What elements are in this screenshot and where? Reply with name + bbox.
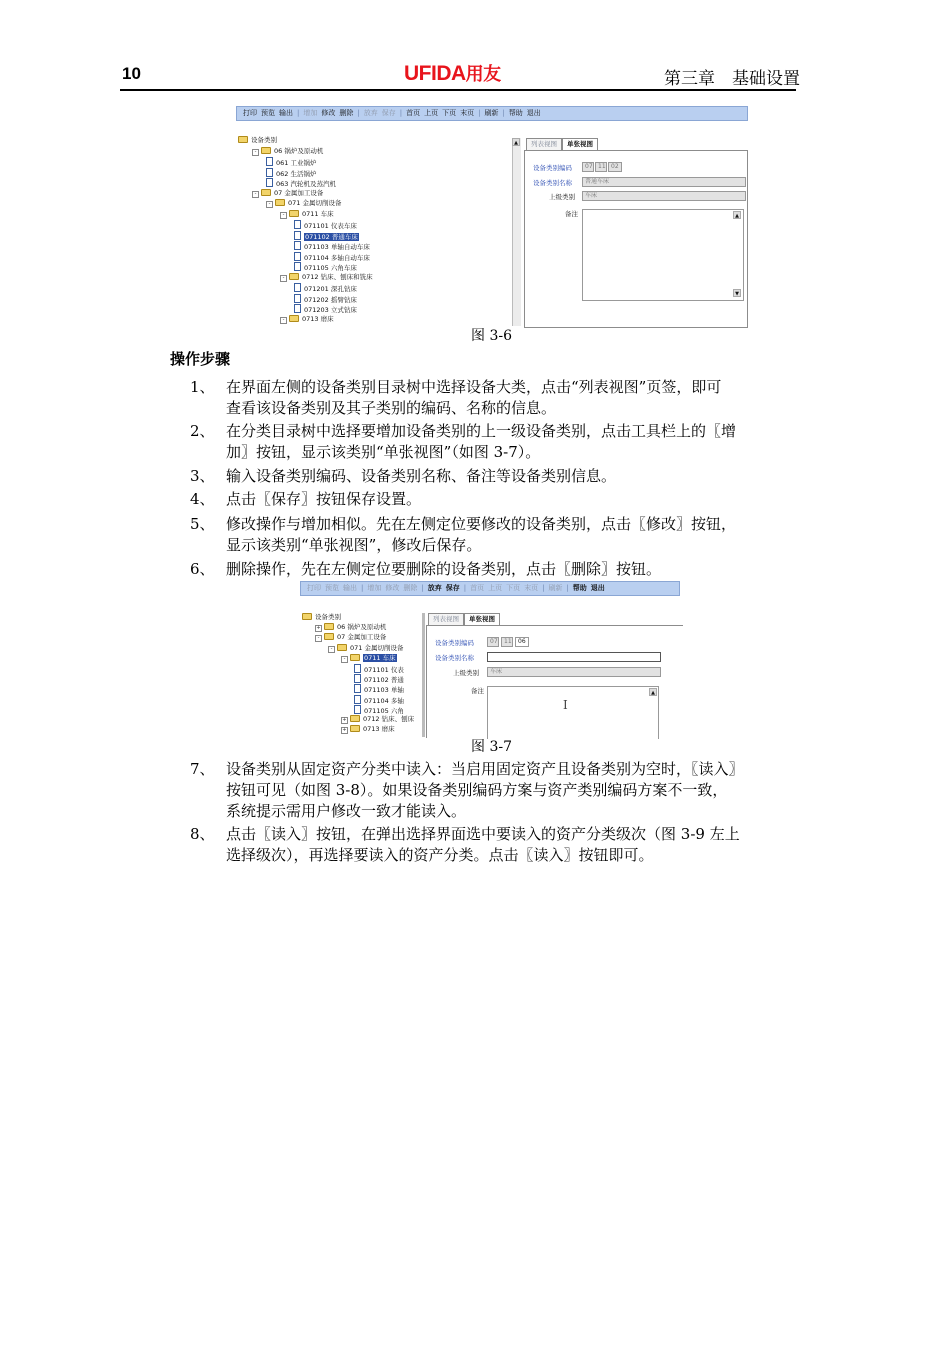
folder-open-icon bbox=[289, 315, 299, 322]
doc-icon bbox=[266, 178, 273, 187]
tree-node-label: 0711 车床 bbox=[364, 653, 396, 662]
header-rule bbox=[120, 89, 796, 91]
view-tabs bbox=[526, 138, 598, 150]
step-number: 6、 bbox=[190, 560, 215, 578]
toolbar-separator: | bbox=[421, 584, 424, 592]
ufida-logo bbox=[404, 60, 501, 86]
toolbar-button[interactable]: 输出 bbox=[279, 109, 293, 117]
toolbar-separator: | bbox=[478, 109, 481, 117]
folder-icon bbox=[350, 725, 360, 732]
tree-node-label: 071101 仪表 bbox=[364, 666, 404, 674]
tree-node-label: 071203 立式钻床 bbox=[304, 306, 357, 314]
parent-label: 上级类别 bbox=[549, 193, 575, 201]
code-part-1: 07 bbox=[487, 637, 499, 647]
step-number: 8、 bbox=[190, 825, 215, 843]
tree-node-label: 071105 六角 bbox=[364, 706, 404, 715]
tree-node[interactable] bbox=[294, 231, 359, 240]
step-number: 5、 bbox=[190, 515, 215, 533]
step-text bbox=[226, 421, 798, 463]
collapse-icon[interactable]: - bbox=[252, 191, 259, 198]
code-label: 设备类别编码 bbox=[435, 639, 474, 647]
note-scroll-up-icon[interactable]: ▲ bbox=[649, 688, 657, 696]
tree-node[interactable] bbox=[266, 178, 336, 187]
toolbar-button[interactable]: 打印 bbox=[307, 584, 321, 592]
collapse-icon[interactable]: - bbox=[315, 635, 322, 642]
toolbar-button[interactable]: 增加 bbox=[303, 109, 318, 117]
step-line: 查看该设备类别及其子类别的编码、名称的信息。 bbox=[226, 399, 557, 417]
collapse-icon[interactable]: - bbox=[252, 149, 259, 156]
tree-node-label: 07 金属加工设备 bbox=[337, 633, 387, 642]
tree-node-label: 071104 多轴 bbox=[364, 696, 404, 705]
doc-icon bbox=[266, 168, 273, 177]
step-number: 2、 bbox=[190, 422, 215, 440]
collapse-icon[interactable]: - bbox=[266, 201, 273, 208]
tree-node[interactable] bbox=[280, 210, 334, 219]
step-line: 选择级次），再选择要读入的资产分类。点击〖读入〗按钮即可。 bbox=[226, 846, 654, 864]
doc-icon bbox=[354, 664, 361, 673]
toolbar-button[interactable]: 保存 bbox=[445, 584, 460, 592]
collapse-icon[interactable]: - bbox=[341, 656, 348, 663]
tree-node-label: 071 金属切削设备 bbox=[288, 199, 342, 207]
toolbar-button[interactable]: 放弃 bbox=[427, 584, 442, 592]
tree-node[interactable] bbox=[328, 644, 403, 653]
tree-node[interactable] bbox=[315, 623, 386, 632]
code-part-1: 07 bbox=[582, 162, 594, 172]
page-number: 10 bbox=[122, 64, 141, 83]
folder-open-icon bbox=[350, 654, 360, 661]
toolbar-button[interactable]: 帮助 bbox=[508, 109, 523, 117]
folder-open-icon bbox=[302, 613, 312, 620]
toolbar-button[interactable]: 预览 bbox=[325, 584, 339, 592]
tree-node[interactable] bbox=[252, 147, 323, 156]
toolbar-button[interactable]: 刷新 bbox=[484, 109, 499, 117]
tree-node-label: 设备类别 bbox=[251, 136, 277, 144]
collapse-icon[interactable]: - bbox=[280, 275, 287, 282]
toolbar-button[interactable]: 上页 bbox=[488, 584, 503, 592]
tree-node-label: 071101 仪表车床 bbox=[304, 222, 357, 230]
doc-icon bbox=[294, 262, 301, 271]
tree-node-label: 071102 普通车床 bbox=[305, 232, 358, 241]
code-part-2: 11 bbox=[595, 162, 607, 172]
name-label: 设备类别名称 bbox=[435, 654, 474, 662]
expand-icon[interactable]: + bbox=[342, 717, 347, 723]
tree-node-label: 0713 磨床 bbox=[363, 725, 395, 734]
step-text bbox=[226, 559, 798, 580]
step-number: 4、 bbox=[190, 490, 215, 508]
tab-list-view[interactable]: 列表视图 bbox=[526, 138, 562, 150]
doc-icon bbox=[354, 674, 361, 683]
code-label: 设备类别编码 bbox=[533, 164, 572, 172]
section-title: 操作步骤 bbox=[170, 350, 231, 368]
parent-field: 车床 bbox=[487, 667, 661, 677]
tree-node[interactable] bbox=[354, 684, 404, 693]
tree-node-label: 071 金属切削设备 bbox=[350, 643, 404, 652]
tree-node[interactable] bbox=[294, 304, 357, 313]
tree-node[interactable] bbox=[294, 262, 357, 271]
doc-icon bbox=[294, 231, 301, 240]
folder-open-icon bbox=[275, 199, 285, 206]
step-number: 3、 bbox=[190, 467, 215, 485]
expand-icon[interactable]: + bbox=[342, 727, 347, 734]
doc-icon bbox=[294, 241, 301, 250]
folder-open-icon bbox=[324, 633, 334, 640]
tree-node[interactable] bbox=[341, 654, 397, 663]
tab-single-view[interactable]: 单张视图 bbox=[464, 613, 500, 625]
toolbar-button[interactable]: 修改 bbox=[321, 109, 336, 117]
toolbar-button[interactable]: 退出 bbox=[590, 584, 605, 592]
doc-icon bbox=[354, 684, 361, 693]
form-panel bbox=[426, 625, 683, 738]
note-label: 备注 bbox=[565, 210, 578, 218]
toolbar-separator: | bbox=[399, 109, 403, 117]
tree-node[interactable] bbox=[315, 633, 386, 642]
tree-node[interactable] bbox=[280, 273, 373, 282]
step-text bbox=[226, 514, 798, 556]
step-text bbox=[226, 824, 798, 866]
tree-node-label: 0712 钻床、刨床和铣床 bbox=[302, 272, 373, 281]
tree-node-label: 071103 单轴 bbox=[364, 686, 404, 695]
tree-node-label: 061 工业锅炉 bbox=[276, 159, 317, 167]
toolbar-button[interactable]: 输出 bbox=[343, 584, 357, 592]
category-tree bbox=[236, 136, 516, 326]
note-scroll-up-icon[interactable]: ▲ bbox=[733, 211, 741, 219]
toolbar-button[interactable]: 末页 bbox=[460, 109, 475, 117]
name-field[interactable]: 普通车床 bbox=[582, 177, 746, 187]
toolbar-separator: | bbox=[297, 109, 300, 117]
toolbar-separator: | bbox=[502, 109, 505, 117]
tree-node[interactable] bbox=[266, 157, 316, 166]
step-line: 按钮可见（如图 3-8）。如果设备类别编码方案与资产类别编码方案不一致， bbox=[226, 781, 728, 799]
step-line: 显示该类别“单张视图”，修改后保存。 bbox=[226, 536, 482, 554]
toolbar-button[interactable]: 下页 bbox=[506, 584, 521, 592]
step-line: 输入设备类别编码、设备类别名称、备注等设备类别信息。 bbox=[226, 467, 617, 485]
toolbar-button[interactable]: 刷新 bbox=[548, 584, 563, 592]
figure-3-6 bbox=[236, 106, 748, 326]
step-number: 7、 bbox=[190, 760, 215, 778]
step-text bbox=[226, 489, 798, 510]
toolbar-separator: | bbox=[361, 584, 364, 592]
toolbar-button[interactable]: 帮助 bbox=[572, 584, 587, 592]
figure-caption-3-6: 图 3-6 bbox=[471, 328, 512, 344]
note-textarea[interactable] bbox=[582, 209, 744, 301]
tree-node-label: 071202 摇臂钻床 bbox=[304, 295, 357, 304]
tree-node-label: 063 汽轮机及蒸汽机 bbox=[276, 180, 336, 188]
doc-icon bbox=[354, 705, 361, 714]
tree-node[interactable] bbox=[302, 613, 341, 622]
doc-icon bbox=[294, 283, 301, 292]
tab-single-view[interactable]: 单张视图 bbox=[562, 138, 598, 150]
name-field[interactable] bbox=[487, 652, 661, 662]
step-text bbox=[226, 377, 798, 419]
toolbar-button[interactable]: 末页 bbox=[524, 584, 539, 592]
toolbar-button[interactable]: 保存 bbox=[381, 109, 396, 117]
step-line: 设备类别从固定资产分类中读入：当启用固定资产且设备类别为空时，〖读入〗 bbox=[226, 760, 744, 778]
folder-open-icon bbox=[261, 147, 271, 154]
tree-node-label: 071103 单轴自动车床 bbox=[304, 243, 370, 251]
tree-scrollbar[interactable] bbox=[512, 138, 521, 326]
step-text bbox=[226, 759, 798, 822]
tree-node[interactable] bbox=[354, 664, 404, 673]
toolbar-button[interactable]: 预览 bbox=[261, 109, 275, 117]
folder-icon bbox=[350, 715, 360, 722]
tree-node[interactable] bbox=[294, 294, 357, 303]
folder-open-icon bbox=[238, 136, 248, 143]
tab-list-view[interactable]: 列表视图 bbox=[428, 613, 464, 625]
folder-icon bbox=[324, 623, 334, 630]
text-cursor-icon: I bbox=[563, 698, 568, 712]
toolbar-button[interactable]: 打印 bbox=[243, 109, 257, 117]
step-line: 删除操作，先在左侧定位要删除的设备类别，点击〖删除〗按钮。 bbox=[226, 560, 662, 578]
step-line: 修改操作与增加相似。先在左侧定位要修改的设备类别，点击〖修改〗按钮， bbox=[226, 515, 737, 533]
step-number: 1、 bbox=[190, 378, 215, 396]
step-line: 在界面左侧的设备类别目录树中选择设备大类，点击“列表视图”页签，即可 bbox=[226, 378, 722, 396]
tree-node[interactable] bbox=[266, 168, 316, 177]
scroll-up-icon[interactable]: ▲ bbox=[512, 138, 520, 146]
toolbar-button[interactable]: 修改 bbox=[385, 584, 400, 592]
toolbar-separator: | bbox=[463, 584, 467, 592]
toolbar-button[interactable]: 删除 bbox=[339, 109, 354, 117]
code-part-2: 11 bbox=[501, 637, 513, 647]
step-line: 加〗按钮，显示该类别“单张视图”（如图 3-7）。 bbox=[226, 443, 541, 461]
tree-node-label: 071104 多轴自动车床 bbox=[304, 253, 370, 262]
tree-node[interactable] bbox=[266, 199, 341, 208]
toolbar bbox=[236, 106, 748, 121]
toolbar-button[interactable]: 首页 bbox=[406, 109, 421, 117]
tree-node[interactable] bbox=[354, 695, 404, 704]
tree-node-label: 07 金属加工设备 bbox=[274, 188, 324, 197]
tree-node[interactable] bbox=[294, 283, 357, 292]
doc-icon bbox=[354, 695, 361, 704]
parent-field: 车床 bbox=[582, 191, 746, 201]
note-scroll-down-icon[interactable]: ▼ bbox=[733, 289, 741, 297]
tree-node-label: 062 生活锅炉 bbox=[276, 169, 317, 178]
folder-open-icon bbox=[289, 210, 299, 217]
toolbar-button[interactable]: 上页 bbox=[424, 109, 439, 117]
doc-icon bbox=[294, 220, 301, 229]
parent-label: 上级类别 bbox=[453, 669, 479, 677]
tree-node[interactable] bbox=[294, 252, 370, 261]
tree-node[interactable] bbox=[280, 315, 334, 324]
logo-cn: 用友 bbox=[465, 64, 501, 85]
toolbar-button[interactable]: 增加 bbox=[367, 584, 382, 592]
tree-node[interactable] bbox=[354, 705, 404, 714]
tree-node-label: 071102 普通 bbox=[364, 676, 404, 685]
tree-node-label: 0713 磨床 bbox=[302, 314, 334, 323]
toolbar-button[interactable]: 放弃 bbox=[363, 109, 378, 117]
toolbar-button[interactable]: 下页 bbox=[442, 109, 457, 117]
tree-node[interactable] bbox=[252, 189, 323, 198]
tree-node[interactable] bbox=[341, 725, 395, 734]
form-panel bbox=[524, 150, 748, 328]
tree-scrollbar[interactable] bbox=[422, 613, 425, 737]
doc-icon bbox=[294, 252, 301, 261]
toolbar bbox=[300, 581, 680, 596]
expand-icon[interactable]: + bbox=[316, 625, 321, 632]
folder-open-icon bbox=[261, 189, 271, 196]
tree-node-label: 0712 钻床、刨床 bbox=[363, 715, 415, 723]
collapse-icon[interactable]: - bbox=[280, 212, 287, 219]
toolbar-button[interactable]: 首页 bbox=[470, 584, 485, 592]
step-line: 系统提示需用户修改一致才能读入。 bbox=[226, 802, 467, 820]
tree-node-label: 071105 六角车床 bbox=[304, 264, 357, 272]
tree-node-label: 0711 车床 bbox=[302, 209, 334, 218]
note-textarea[interactable] bbox=[487, 686, 659, 739]
figure-caption-3-7: 图 3-7 bbox=[471, 739, 512, 755]
step-line: 点击〖读入〗按钮，在弹出选择界面选中要读入的资产分类级次（图 3-9 左上 bbox=[226, 825, 740, 843]
collapse-icon[interactable]: - bbox=[280, 317, 287, 324]
code-part-3[interactable]: 06 bbox=[515, 637, 529, 647]
toolbar-separator: | bbox=[566, 584, 569, 592]
tree-node[interactable] bbox=[341, 715, 414, 724]
category-tree bbox=[300, 613, 422, 737]
doc-icon bbox=[294, 294, 301, 303]
tree-node-label: 071201 深孔钻床 bbox=[304, 285, 357, 293]
step-line: 在分类目录树中选择要增加设备类别的上一级设备类别，点击工具栏上的〖增 bbox=[226, 422, 737, 440]
doc-icon bbox=[266, 157, 273, 166]
code-part-3: 02 bbox=[608, 162, 622, 172]
tree-node[interactable] bbox=[354, 674, 404, 683]
tree-node[interactable] bbox=[294, 241, 370, 250]
toolbar-button[interactable]: 删除 bbox=[403, 584, 418, 592]
folder-open-icon bbox=[337, 644, 347, 651]
note-label: 备注 bbox=[471, 687, 484, 695]
collapse-icon[interactable]: - bbox=[328, 646, 335, 653]
chapter-title: 第三章 基础设置 bbox=[664, 69, 800, 89]
view-tabs bbox=[428, 613, 500, 625]
name-label: 设备类别名称 bbox=[533, 179, 572, 187]
tree-node-label: 06 锅炉及原动机 bbox=[274, 146, 324, 155]
doc-icon bbox=[294, 304, 301, 313]
tree-node[interactable] bbox=[238, 136, 277, 145]
tree-node-label: 设备类别 bbox=[315, 613, 341, 621]
toolbar-separator: | bbox=[542, 584, 545, 592]
tree-node[interactable] bbox=[294, 220, 357, 229]
toolbar-separator: | bbox=[357, 109, 360, 117]
step-text bbox=[226, 466, 798, 487]
figure-3-7 bbox=[300, 581, 682, 737]
tree-node-label: 06 锅炉及原动机 bbox=[337, 623, 387, 632]
folder-open-icon bbox=[289, 273, 299, 280]
toolbar-button[interactable]: 退出 bbox=[526, 109, 541, 117]
logo-text: UFIDA bbox=[404, 62, 466, 85]
step-line: 点击〖保存〗按钮保存设置。 bbox=[226, 490, 422, 508]
